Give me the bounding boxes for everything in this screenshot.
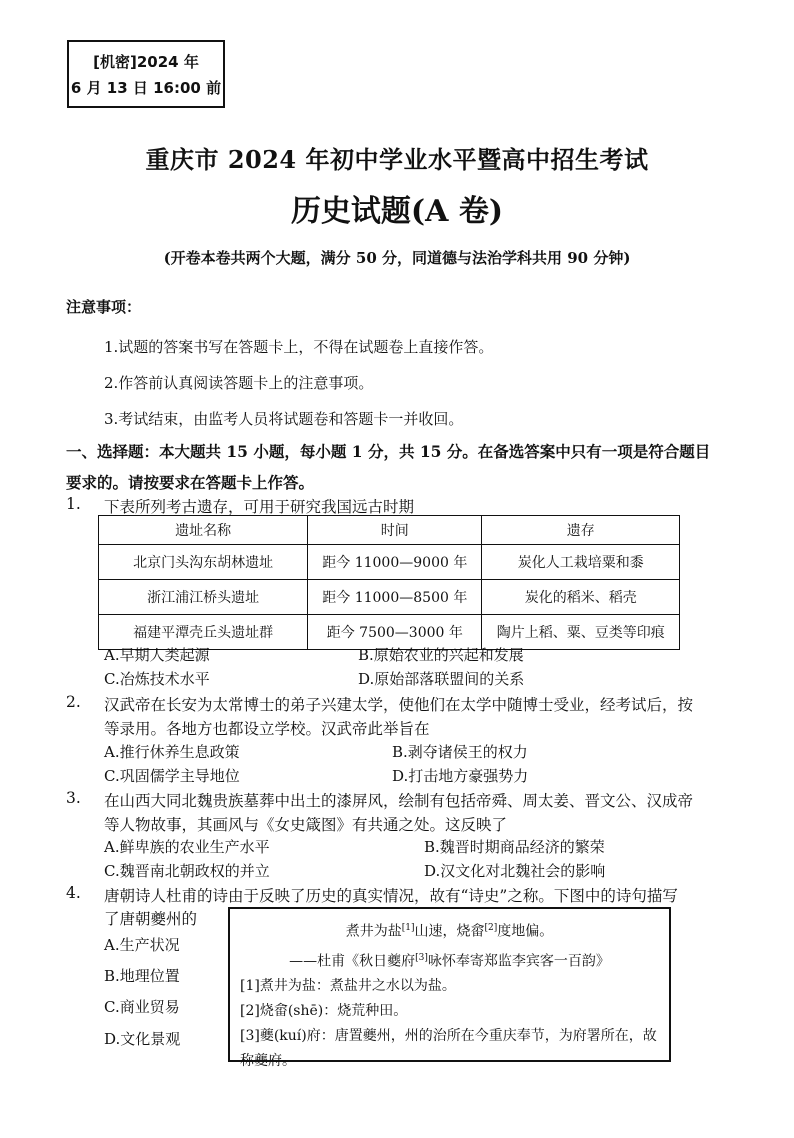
poem-note: [1]煮井为盐：煮盐井之水以为盐。	[240, 978, 456, 995]
question-stem: 等录用。各地方也都设立学校。汉武帝此举旨在	[104, 720, 430, 738]
question-number: 1.	[66, 495, 81, 513]
poem-verse	[240, 915, 659, 945]
table-cell: 距今 7500—3000 年	[308, 615, 482, 650]
option-d[interactable]: D.文化景观	[104, 1030, 181, 1048]
poem-note: [2]烧畲(shē)：烧荒种田。	[240, 1003, 408, 1020]
option-c[interactable]: C.冶炼技术水平	[104, 670, 210, 688]
table-row	[99, 545, 680, 580]
option-a[interactable]: A.鲜卑族的农业生产水平	[104, 838, 270, 856]
poem-note: [3]夔(kuí)府：唐置夔州，州的治所在今重庆奉节，为府署所在，故称夔府。	[240, 1028, 657, 1070]
table-header: 遗址名称	[99, 516, 308, 545]
poem-source	[240, 945, 659, 975]
option-d[interactable]: D.汉文化对北魏社会的影响	[424, 862, 606, 880]
section-heading	[66, 436, 726, 498]
question-stem: 等人物故事，其画风与《女史箴图》有共通之处。这反映了	[104, 816, 508, 834]
option-b[interactable]: B.魏晋时期商品经济的繁荣	[424, 838, 605, 856]
table-cell: 距今 11000—9000 年	[308, 545, 482, 580]
confidential-box	[67, 40, 225, 108]
notice-heading: 注意事项：	[66, 298, 142, 316]
question-stem: 在山西大同北魏贵族墓葬中出土的漆屏风，绘制有包括帝舜、周太姜、晋文公、汉成帝	[104, 792, 694, 810]
question-stem: 唐朝诗人杜甫的诗由于反映了历史的真实情况，故有“诗史”之称。下图中的诗句描写	[104, 887, 678, 905]
archaeology-table	[98, 515, 680, 650]
notice-item: 3.考试结束，由监考人员将试题卷和答题卡一并收回。	[104, 410, 464, 428]
notice-item: 2.作答前认真阅读答题卡上的注意事项。	[104, 374, 374, 392]
question-number: 2.	[66, 693, 81, 711]
option-b[interactable]: B.原始农业的兴起和发展	[358, 646, 524, 664]
option-c[interactable]: C.商业贸易	[104, 998, 180, 1016]
option-c[interactable]: C.魏晋南北朝政权的并立	[104, 862, 270, 880]
exam-subtitle: (开卷本卷共两个大题，满分 50 分，同道德与法治学科共用 90 分钟)	[163, 249, 631, 267]
table-cell: 炭化人工栽培粟和黍	[482, 545, 680, 580]
section-heading-line-1: 一、选择题：本大题共 15 小题，每小题 1 分，共 15 分。在备选答案中只有一项是符合题目	[66, 442, 711, 461]
exam-subject: 历史试题(A 卷)	[290, 194, 504, 229]
question-stem: 了唐朝夔州的	[104, 910, 198, 928]
table-row	[99, 580, 680, 615]
option-a[interactable]: A.生产状况	[104, 936, 180, 954]
section-heading-line-2: 要求的。请按要求在答题卡上作答。	[66, 473, 315, 492]
table-cell: 距今 11000—8500 年	[308, 580, 482, 615]
table-header-row	[99, 516, 680, 545]
table-cell: 陶片上稻、粟、豆类等印痕	[482, 615, 680, 650]
table-cell: 浙江浦江桥头遗址	[99, 580, 308, 615]
option-d[interactable]: D.原始部落联盟间的关系	[358, 670, 525, 688]
poem-source-part: ——杜甫《秋日夔府	[289, 953, 416, 970]
question-number: 4.	[66, 884, 81, 902]
poem-box	[228, 907, 671, 1070]
confidential-line-2: 6 月 13 日 16:00 前	[70, 79, 222, 97]
option-c[interactable]: C.巩固儒学主导地位	[104, 767, 240, 785]
poem-verse-part: 度地偏。	[497, 923, 554, 940]
poem-verse-part: 山速，烧畲	[414, 923, 485, 940]
table-cell: 炭化的稻米、稻壳	[482, 580, 680, 615]
question-stem: 汉武帝在长安为太常博士的弟子兴建太学，使他们在太学中随博士受业，经考试后，按	[104, 696, 694, 714]
option-b[interactable]: B.地理位置	[104, 967, 180, 985]
table-header: 遗存	[482, 516, 680, 545]
exam-title: 重庆市 2024 年初中学业水平暨高中招生考试	[145, 145, 649, 174]
question-number: 3.	[66, 789, 81, 807]
footnote-marker: [1]	[401, 923, 415, 933]
poem-source-part: 咏怀奉寄郑监李宾客一百韵》	[427, 953, 610, 970]
option-a[interactable]: A.推行休养生息政策	[104, 743, 240, 761]
poem-verse-part: 煮井为盐	[345, 923, 402, 940]
footnote-marker: [3]	[415, 952, 428, 963]
question-stem: 下表所列考古遗存，可用于研究我国远古时期	[104, 498, 415, 516]
option-b[interactable]: B.剥夺诸侯王的权力	[392, 743, 528, 761]
table-header: 时间	[308, 516, 482, 545]
notice-item: 1.试题的答案书写在答题卡上，不得在试题卷上直接作答。	[104, 338, 494, 356]
footnote-marker: [2]	[484, 923, 498, 933]
option-a[interactable]: A.早期人类起源	[104, 646, 210, 664]
table-cell: 北京门头沟东胡林遗址	[99, 545, 308, 580]
table-cell: 福建平潭壳丘头遗址群	[99, 615, 308, 650]
confidential-line-1: [机密]2024 年	[93, 53, 199, 71]
option-d[interactable]: D.打击地方豪强势力	[392, 767, 529, 785]
